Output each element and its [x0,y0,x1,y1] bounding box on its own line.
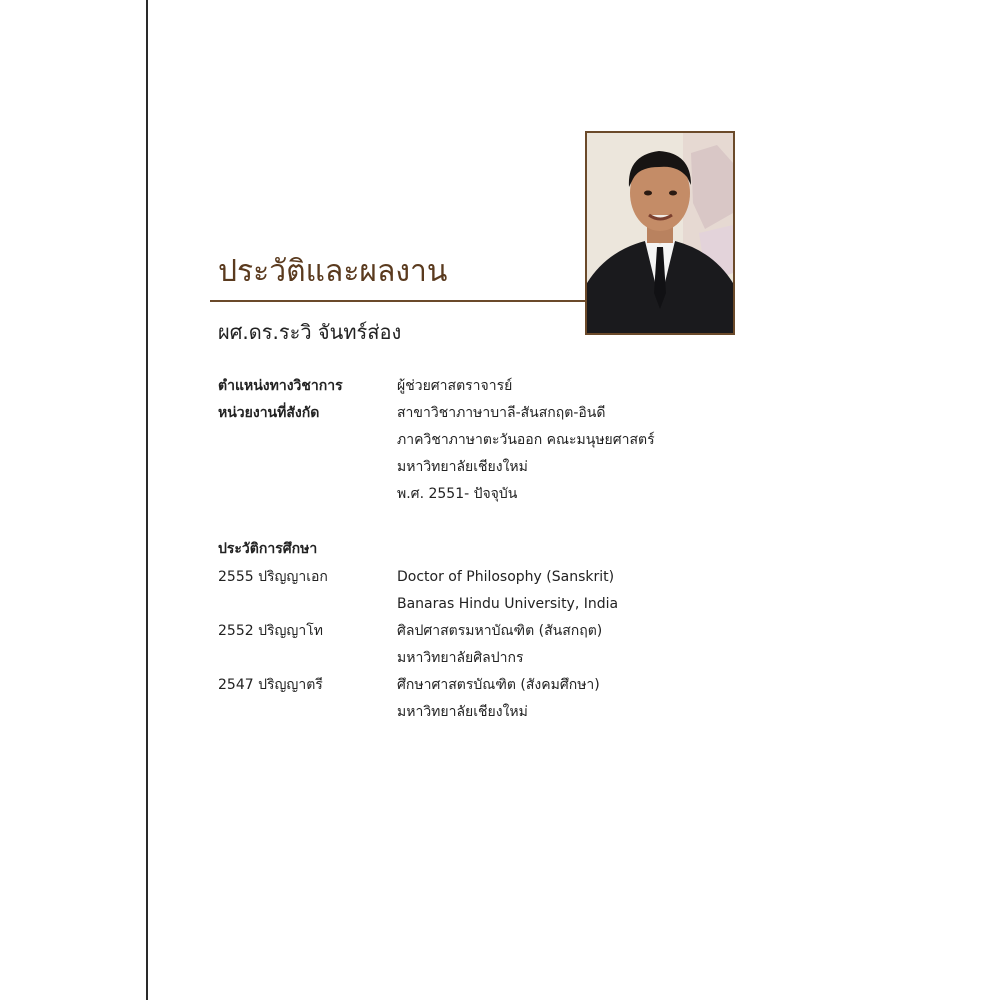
education-year-degree: 2555 ปริญญาเอก [218,569,328,585]
heading-underline [210,300,586,302]
education-detail [397,673,600,727]
education-detail-line: Banaras Hindu University, India [397,596,619,612]
affiliation-line: มหาวิทยาลัยเชียงใหม่ [397,459,528,475]
position-label: ตำแหน่งทางวิชาการ [218,378,343,394]
page-heading: ประวัติและผลงาน [218,254,448,289]
portrait-illustration [587,133,733,333]
affiliation-line: สาขาวิชาภาษาบาลี-สันสกฤต-อินดี [397,405,606,421]
education-detail-line: ศึกษาศาสตรบัณฑิต (สังคมศึกษา) [397,677,600,693]
person-name: ผศ.ดร.ระวิ จันทร์ส่อง [218,320,402,344]
affiliation-line: พ.ศ. 2551- ปัจจุบัน [397,486,518,502]
position-value: ผู้ช่วยศาสตราจารย์ [397,378,513,394]
page-spine-line [146,0,148,1000]
affiliation-line: ภาควิชาภาษาตะวันออก คณะมนุษยศาสตร์ [397,432,655,448]
education-detail-line: ศิลปศาสตรมหาบัณฑิต (สันสกฤต) [397,623,603,639]
education-detail-line: มหาวิทยาลัยศิลปากร [397,650,524,666]
education-detail-line: มหาวิทยาลัยเชียงใหม่ [397,704,528,720]
affiliation-value [397,401,655,509]
education-detail [397,619,602,673]
education-section-title: ประวัติการศึกษา [218,541,318,557]
education-year-degree: 2552 ปริญญาโท [218,623,323,639]
affiliation-label: หน่วยงานที่สังกัด [218,405,320,421]
education-detail [397,565,618,619]
education-year-degree: 2547 ปริญญาตรี [218,677,323,693]
education-detail-line: Doctor of Philosophy (Sanskrit) [397,569,615,585]
portrait-photo [585,131,735,335]
